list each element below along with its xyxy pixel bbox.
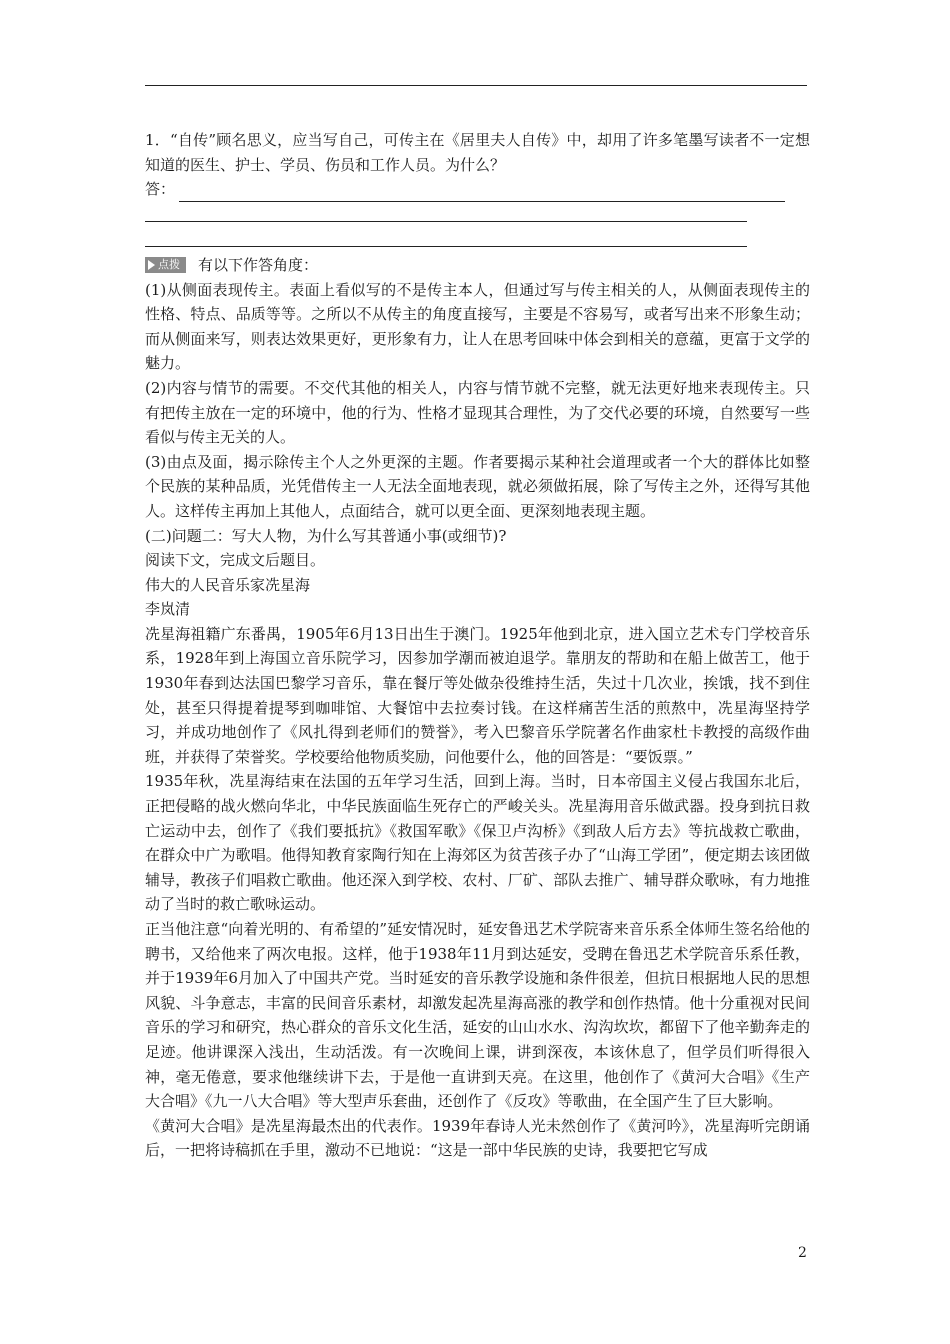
article-title: 伟大的人民音乐家冼星海 — [145, 575, 311, 594]
hint-header — [145, 253, 810, 278]
hint-badge — [145, 257, 186, 273]
article-paragraph-2: 1935年秋，冼星海结束在法国的五年学习生活，回到上海。当时，日本帝国主义侵占我国东北后，正把侵略的战火燃向华北，中华民族面临生死存亡的严峻关头。冼星海用音乐做武器。投身到抗日救亡运动中去，创作了《我们要抵抗》《救国军歌》《保卫卢沟桥》《到敌人后方去》等抗战救亡歌曲，在群众中广为歌唱。他得知教育家陶行知在上海郊区为贫苦孩子办了“山海工学团”，便定期去该团做辅导，教孩子们唱救亡歌曲。他还深入到学校、农村、厂矿、部队去推广、辅导群众歌咏，有力地推动了当时的救亡歌咏运动。 — [145, 772, 810, 914]
hint-badge-label: 点拨 — [158, 257, 180, 271]
answer-line[interactable] — [145, 177, 810, 202]
answer-blank-3 — [145, 246, 747, 247]
article-paragraph-3: 正当他注意“向着光明的、有希望的”延安情况时，延安鲁迅艺术学院寄来音乐系全体师生签名给他的聘书，又给他来了两次电报。这样，他于1938年11月到达延安，受聘在鲁迅艺术学院音乐系任教，并于1939年6月加入了中国共产党。当时延安的音乐教学设施和条件很差，但抗日根据地人民的思想风貌、斗争意志，丰富的民间音乐素材，却激发起冼星海高涨的教学和创作热情。他十分重视对民间音乐的学习和研究，热心群众的音乐文化生活，延安的山山水水、沟沟坎坎，都留下了他辛勤奔走的足迹。他讲课深入浅出，生动活泼。有一次晚间上课，讲到深夜，本该休息了，但学员们听得很入神，毫无倦意，要求他继续讲下去，于是他一直讲到天亮。在这里，他创作了《黄河大合唱》《生产大合唱》《九一八大合唱》等大型声乐套曲，还创作了《反攻》等歌曲，在全国产生了巨大影响。 — [145, 920, 810, 1111]
hint-point-2: (2)内容与情节的需要。不交代其他的相关人，内容与情节就不完整，就无法更好地来表现传主。只有把传主放在一定的环境中，他的行为、性格才显现其合理性，为了交代必要的环境，自然要写一些看似与传主无关的人。 — [145, 378, 810, 447]
question-text: 1．“自传”顾名思义，应当写自己，可传主在《居里夫人自传》中，却用了许多笔墨写读者不一定想知道的医生、护士、学员、伤员和工作人员。为什么？ — [145, 131, 810, 174]
answer-blank-2 — [145, 221, 747, 222]
hint-point-1: (1)从侧面表现传主。表面上看似写的不是传主本人，但通过写与传主相关的人，从侧面表现传主的性格、特点、品质等等。之所以不从传主的角度直接写，主要是不容易写，或者写出来不形象生动；而从侧面来写，则表达效果更好，更形象有力，让人在思考回味中体会到相关的意蕴，更富于文学的魅力。 — [145, 280, 810, 373]
section-heading: (二)问题二：写大人物，为什么写其普通小事(或细节)? — [145, 526, 507, 545]
article-author: 李岚清 — [145, 600, 191, 619]
answer-blank-row-3[interactable] — [145, 226, 810, 251]
answer-blank-row-2[interactable] — [145, 202, 810, 227]
article-paragraph-4: 《黄河大合唱》是冼星海最杰出的代表作。1939年春诗人光未然创作了《黄河吟》，冼星海听完朗诵后，一把将诗稿抓在手里，激动不已地说：“这是一部中华民族的史诗，我要把它写成 — [145, 1116, 810, 1160]
header-rule — [145, 85, 807, 86]
document-body — [145, 128, 810, 1163]
triangle-icon — [148, 260, 155, 270]
answer-blank-1[interactable] — [179, 186, 785, 202]
hint-intro: 有以下作答角度： — [198, 255, 319, 274]
article-paragraph-1: 冼星海祖籍广东番禺，1905年6月13日出生于澳门。1925年他到北京，进入国立艺术专门学校音乐系，1928年到上海国立音乐院学习，因参加学潮而被迫退学。靠朋友的帮助和在船上做苦工，他于1930年春到达法国巴黎学习音乐，靠在餐厅等处做杂役维持生活，失过十几次业，挨饿，找不到住处，甚至只得提着提琴到咖啡馆、大餐馆中去拉奏讨钱。在这样痛苦生活的煎熬中，冼星海坚持学习，并成功地创作了《风扎得到老师们的赞誉》，考入巴黎音乐学院著名作曲家杜卡教授的高级作曲班，并获得了荣誉奖。学校要给他物质奖励，问他要什么，他的回答是：“要饭票。” — [145, 624, 810, 766]
reading-instruction: 阅读下文，完成文后题目。 — [145, 551, 326, 570]
hint-point-3: (3)由点及面，揭示除传主个人之外更深的主题。作者要揭示某种社会道理或者一个大的群体比如整个民族的某种品质，光凭借传主一人无法全面地表现，就必须做拓展，除了写传主之外，还得写其他人。这样传主再加上其他人，点面结合，就可以更全面、更深刻地表现主题。 — [145, 452, 810, 520]
answer-prefix: 答： — [145, 180, 176, 199]
page-number: 2 — [798, 1245, 807, 1261]
